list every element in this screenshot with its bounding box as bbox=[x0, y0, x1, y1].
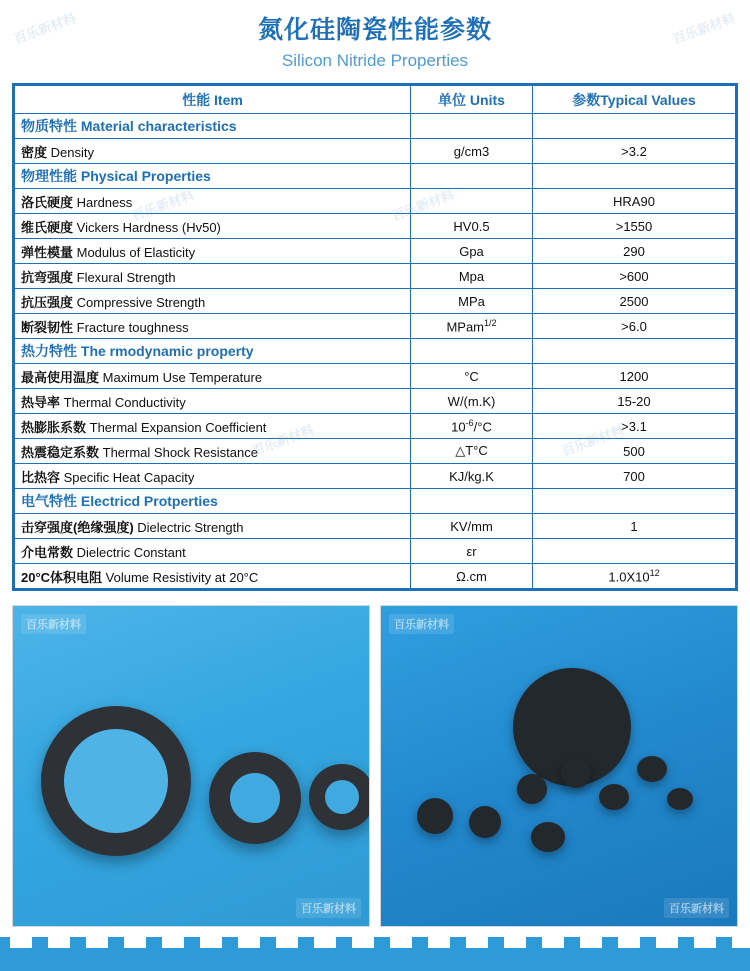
section-value-cell bbox=[533, 339, 736, 364]
property-unit-cell bbox=[411, 189, 533, 214]
product-photo-rings bbox=[12, 605, 370, 927]
spec-table bbox=[14, 85, 736, 589]
property-unit-cell: $10^{-6}/^\circ C$ bbox=[411, 414, 533, 439]
property-name-cn: 热震稳定系数 bbox=[21, 444, 100, 460]
property-name-cell bbox=[15, 139, 411, 164]
spec-table-row bbox=[15, 189, 736, 214]
property-name-en: Volume Resistivity at 20°C bbox=[102, 569, 259, 585]
ceramic-disc-small bbox=[599, 784, 629, 810]
property-unit-cell: MPam$^{1/2}$ bbox=[411, 314, 533, 339]
property-value-cell: >1550 bbox=[533, 214, 736, 239]
property-name-cn: 洛氏硬度 bbox=[21, 194, 74, 210]
property-value-cell: 290 bbox=[533, 239, 736, 264]
product-photo-discs bbox=[380, 605, 738, 927]
column-header-0: 性能 Item bbox=[15, 86, 411, 114]
property-unit-cell: Ω.cm bbox=[411, 564, 533, 589]
property-name-cn: 维氏硬度 bbox=[21, 219, 74, 235]
strip-notch bbox=[314, 937, 336, 948]
property-unit-cell: W/(m.K) bbox=[411, 389, 533, 414]
strip-notch bbox=[48, 937, 70, 948]
spec-table-body bbox=[15, 86, 736, 589]
ceramic-disc-small bbox=[417, 798, 453, 834]
strip-notch bbox=[428, 937, 450, 948]
spec-section-row bbox=[15, 339, 736, 364]
strip-notch bbox=[504, 937, 526, 948]
strip-notch bbox=[466, 937, 488, 948]
watermark-text: 百乐新材料 bbox=[389, 614, 454, 634]
spec-table-row bbox=[15, 214, 736, 239]
property-name-en: Flexural Strength bbox=[73, 269, 176, 285]
ceramic-disc-small bbox=[531, 822, 565, 852]
watermark-text: 百乐新材料 bbox=[21, 614, 86, 634]
spec-table-row bbox=[15, 364, 736, 389]
section-value-cell bbox=[533, 114, 736, 139]
watermark-text: 百乐新材料 bbox=[249, 422, 316, 459]
ceramic-ring-medium bbox=[209, 752, 301, 844]
ceramic-ring-small bbox=[309, 764, 370, 830]
ceramic-disc-small bbox=[561, 758, 591, 788]
spec-table-row bbox=[15, 464, 736, 489]
watermark-text: 百乐新材料 bbox=[129, 187, 196, 224]
property-value-cell: >3.2 bbox=[533, 139, 736, 164]
property-value-cell: 1 bbox=[533, 514, 736, 539]
spec-table-row bbox=[15, 564, 736, 589]
property-unit-cell: εr bbox=[411, 539, 533, 564]
property-name-cn: 20°C体积电阻 bbox=[21, 569, 103, 585]
spec-table-row bbox=[15, 289, 736, 314]
strip-notch bbox=[694, 937, 716, 948]
property-value-cell: >600 bbox=[533, 264, 736, 289]
ceramic-disc-small bbox=[469, 806, 501, 838]
spec-table-row bbox=[15, 314, 736, 339]
property-unit-cell: KV/mm bbox=[411, 514, 533, 539]
property-name-en: Thermal Shock Resistance bbox=[99, 444, 258, 460]
strip-notch bbox=[732, 937, 750, 948]
property-name-en: Fracture toughness bbox=[73, 319, 189, 335]
spec-section-row bbox=[15, 164, 736, 189]
property-name-cn: 击穿强度(绝缘强度) bbox=[21, 519, 134, 535]
photo-gallery bbox=[12, 605, 738, 927]
property-unit-cell: °C bbox=[411, 364, 533, 389]
property-name-cell bbox=[15, 439, 411, 464]
strip-notch bbox=[276, 937, 298, 948]
property-value-cell: 1200 bbox=[533, 364, 736, 389]
property-name-cell bbox=[15, 214, 411, 239]
property-name-cell bbox=[15, 189, 411, 214]
watermark-text: 百乐新材料 bbox=[670, 10, 737, 47]
spec-section-row bbox=[15, 489, 736, 514]
section-value-cell bbox=[533, 164, 736, 189]
section-title: 物理性能 Physical Properties bbox=[15, 164, 411, 189]
strip-notch bbox=[10, 937, 32, 948]
property-name-cell bbox=[15, 389, 411, 414]
strip-notch bbox=[86, 937, 108, 948]
section-unit-cell bbox=[411, 339, 533, 364]
property-name-cn: 最高使用温度 bbox=[21, 369, 100, 385]
property-name-cell bbox=[15, 364, 411, 389]
property-name-en: Modulus of Elasticity bbox=[73, 244, 196, 260]
property-unit-cell: g/cm3 bbox=[411, 139, 533, 164]
watermark-text: 百乐新材料 bbox=[389, 187, 456, 224]
property-name-cell bbox=[15, 264, 411, 289]
property-name-cell bbox=[15, 514, 411, 539]
ceramic-ring-large bbox=[41, 706, 191, 856]
spec-table-row bbox=[15, 439, 736, 464]
strip-notch bbox=[618, 937, 640, 948]
section-title: 电气特性 Electricd Protperties bbox=[15, 489, 411, 514]
column-header-1: 单位 Units bbox=[411, 86, 533, 114]
property-name-en: Hardness bbox=[73, 194, 133, 210]
property-value-cell: >3.1 bbox=[533, 414, 736, 439]
strip-notch bbox=[542, 937, 564, 948]
strip-notch bbox=[162, 937, 184, 948]
bottom-decorative-strip bbox=[0, 937, 750, 971]
strip-notch bbox=[238, 937, 260, 948]
property-name-en: Dielectric Strength bbox=[133, 519, 244, 535]
section-title: 热力特性 The rmodynamic property bbox=[15, 339, 411, 364]
property-value-cell: 15-20 bbox=[533, 389, 736, 414]
strip-notch bbox=[580, 937, 602, 948]
page-header bbox=[0, 0, 750, 74]
property-name-cn: 介电常数 bbox=[21, 544, 74, 560]
property-name-en: Thermal Conductivity bbox=[60, 394, 186, 410]
property-name-cell bbox=[15, 289, 411, 314]
property-name-cell bbox=[15, 314, 411, 339]
strip-notch bbox=[352, 937, 374, 948]
strip-notch bbox=[124, 937, 146, 948]
watermark-text: 百乐新材料 bbox=[296, 898, 361, 918]
property-name-cell bbox=[15, 564, 411, 589]
property-name-cell bbox=[15, 239, 411, 264]
spec-table-row bbox=[15, 414, 736, 439]
spec-section-row bbox=[15, 114, 736, 139]
watermark-text: 百乐新材料 bbox=[664, 898, 729, 918]
spec-table-header-row bbox=[15, 86, 736, 114]
property-unit-cell: Mpa bbox=[411, 264, 533, 289]
property-name-en: Density bbox=[47, 144, 94, 160]
property-name-cn: 断裂韧性 bbox=[21, 319, 74, 335]
property-unit-cell: Gpa bbox=[411, 239, 533, 264]
strip-notch bbox=[200, 937, 222, 948]
property-value-cell: $1.0X10^{12}$ bbox=[533, 564, 736, 589]
property-value-cell bbox=[533, 539, 736, 564]
section-unit-cell bbox=[411, 489, 533, 514]
property-unit-cell: △T°C bbox=[411, 439, 533, 464]
ceramic-disc-small bbox=[637, 756, 667, 782]
spec-table-row bbox=[15, 389, 736, 414]
spec-table-row bbox=[15, 264, 736, 289]
watermark-text: 百乐新材料 bbox=[559, 422, 626, 459]
property-value-cell: 500 bbox=[533, 439, 736, 464]
property-name-cn: 热导率 bbox=[21, 394, 61, 410]
property-name-cn: 弹性模量 bbox=[21, 244, 74, 260]
property-name-cn: 抗压强度 bbox=[21, 294, 74, 310]
property-name-en: Vickers Hardness (Hv50) bbox=[73, 219, 221, 235]
page-title-cn: 氮化硅陶瓷性能参数 bbox=[257, 16, 492, 44]
page-title-en: Silicon Nitride Properties bbox=[281, 51, 469, 70]
watermark-text: 百乐新材料 bbox=[11, 10, 78, 47]
spec-table-container bbox=[12, 83, 738, 591]
section-unit-cell bbox=[411, 164, 533, 189]
section-title: 物质特性 Material characteristics bbox=[15, 114, 411, 139]
property-unit-cell: HV0.5 bbox=[411, 214, 533, 239]
section-value-cell bbox=[533, 489, 736, 514]
spec-table-row bbox=[15, 239, 736, 264]
property-unit-cell: MPa bbox=[411, 289, 533, 314]
section-unit-cell bbox=[411, 114, 533, 139]
property-name-en: Maximum Use Temperature bbox=[99, 369, 263, 385]
property-name-en: Compressive Strength bbox=[73, 294, 206, 310]
property-name-cn: 抗弯强度 bbox=[21, 269, 74, 285]
property-name-cn: 比热容 bbox=[21, 469, 61, 485]
strip-notch bbox=[390, 937, 412, 948]
spec-table-row bbox=[15, 539, 736, 564]
property-unit-cell: KJ/kg.K bbox=[411, 464, 533, 489]
property-value-cell: 2500 bbox=[533, 289, 736, 314]
property-value-cell: HRA90 bbox=[533, 189, 736, 214]
spec-table-row bbox=[15, 514, 736, 539]
property-value-cell: 700 bbox=[533, 464, 736, 489]
ceramic-disc-small bbox=[517, 774, 547, 804]
column-header-2: 参数Typical Values bbox=[533, 86, 736, 114]
property-name-en: Specific Heat Capacity bbox=[60, 469, 195, 485]
property-name-cn: 密度 bbox=[21, 144, 48, 160]
property-name-cell bbox=[15, 414, 411, 439]
property-name-cn: 热膨胀系数 bbox=[21, 419, 87, 435]
spec-table-row bbox=[15, 139, 736, 164]
ceramic-disc-small bbox=[667, 788, 693, 810]
strip-notch bbox=[656, 937, 678, 948]
property-value-cell: >6.0 bbox=[533, 314, 736, 339]
property-name-cell bbox=[15, 539, 411, 564]
property-name-en: Dielectric Constant bbox=[73, 544, 186, 560]
property-name-en: Thermal Expansion Coefficient bbox=[86, 419, 267, 435]
property-name-cell bbox=[15, 464, 411, 489]
